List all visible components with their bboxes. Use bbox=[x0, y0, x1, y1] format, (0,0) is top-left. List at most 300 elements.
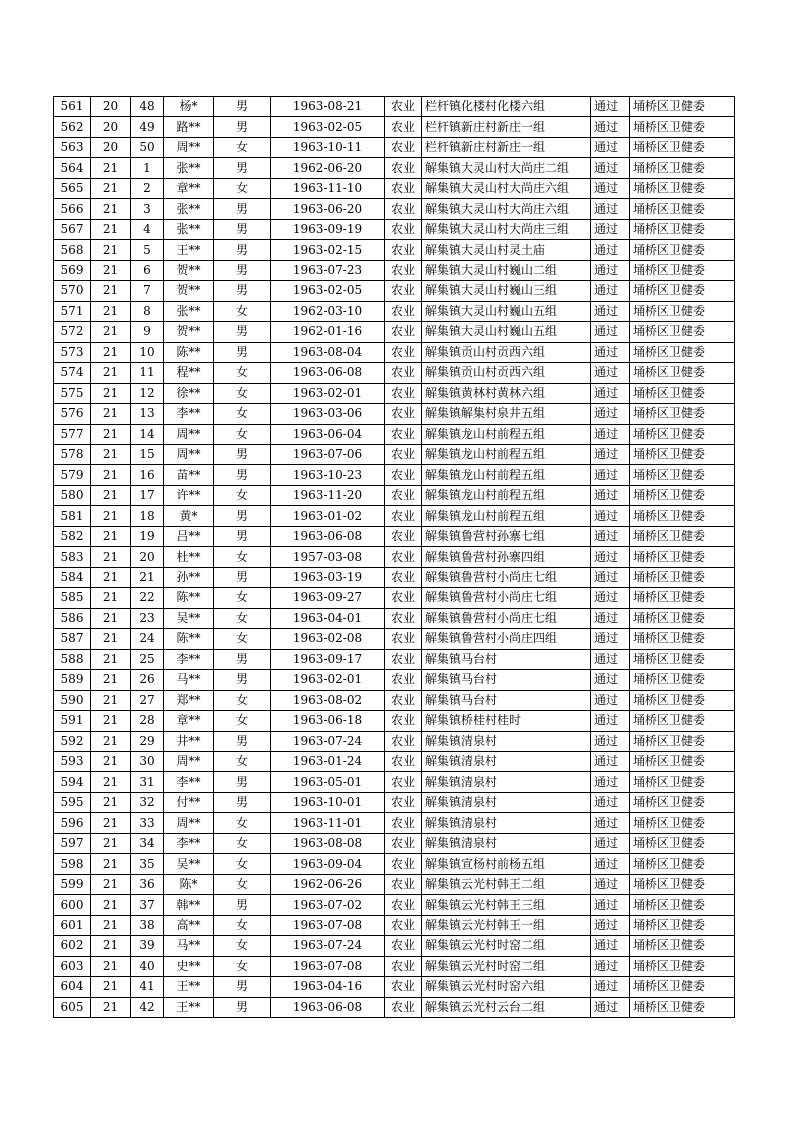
birth-date-cell: 1963-05-01 bbox=[271, 772, 385, 792]
occupation-cell: 农业 bbox=[385, 301, 422, 321]
gender-cell: 男 bbox=[214, 260, 271, 280]
group-number-cell: 21 bbox=[91, 711, 131, 731]
status-cell: 通过 bbox=[591, 301, 630, 321]
occupation-cell: 农业 bbox=[385, 752, 422, 772]
authority-cell: 埇桥区卫健委 bbox=[630, 404, 735, 424]
index-cell: 8 bbox=[131, 301, 164, 321]
group-number-cell: 21 bbox=[91, 731, 131, 751]
authority-cell: 埇桥区卫健委 bbox=[630, 137, 735, 157]
occupation-cell: 农业 bbox=[385, 792, 422, 812]
status-cell: 通过 bbox=[591, 854, 630, 874]
birth-date-cell: 1963-08-08 bbox=[271, 833, 385, 853]
status-cell: 通过 bbox=[591, 915, 630, 935]
table-row bbox=[54, 936, 735, 956]
gender-cell: 男 bbox=[214, 649, 271, 669]
status-cell: 通过 bbox=[591, 199, 630, 219]
address-cell: 解集镇大灵山村巍山五组 bbox=[422, 322, 591, 342]
group-number-cell: 21 bbox=[91, 588, 131, 608]
index-cell: 3 bbox=[131, 199, 164, 219]
index-cell: 18 bbox=[131, 506, 164, 526]
index-cell: 19 bbox=[131, 526, 164, 546]
authority-cell: 埇桥区卫健委 bbox=[630, 97, 735, 117]
birth-date-cell: 1963-11-10 bbox=[271, 178, 385, 198]
authority-cell: 埇桥区卫健委 bbox=[630, 731, 735, 751]
authority-cell: 埇桥区卫健委 bbox=[630, 363, 735, 383]
authority-cell: 埇桥区卫健委 bbox=[630, 833, 735, 853]
status-cell: 通过 bbox=[591, 690, 630, 710]
gender-cell: 女 bbox=[214, 363, 271, 383]
address-cell: 解集镇鲁营村小尚庄七组 bbox=[422, 567, 591, 587]
serial-number-cell: 577 bbox=[54, 424, 91, 444]
name-cell: 贺** bbox=[164, 281, 214, 301]
address-cell: 解集镇大灵山村大尚庄六组 bbox=[422, 178, 591, 198]
birth-date-cell: 1963-02-01 bbox=[271, 383, 385, 403]
gender-cell: 女 bbox=[214, 178, 271, 198]
birth-date-cell: 1963-06-18 bbox=[271, 711, 385, 731]
name-cell: 陈** bbox=[164, 588, 214, 608]
address-cell: 解集镇鲁营村小尚庄七组 bbox=[422, 608, 591, 628]
address-cell: 解集镇清泉村 bbox=[422, 772, 591, 792]
index-cell: 14 bbox=[131, 424, 164, 444]
table-row bbox=[54, 915, 735, 935]
table-row bbox=[54, 731, 735, 751]
table-row bbox=[54, 97, 735, 117]
name-cell: 周** bbox=[164, 424, 214, 444]
index-cell: 25 bbox=[131, 649, 164, 669]
group-number-cell: 21 bbox=[91, 260, 131, 280]
birth-date-cell: 1963-06-04 bbox=[271, 424, 385, 444]
index-cell: 2 bbox=[131, 178, 164, 198]
gender-cell: 女 bbox=[214, 137, 271, 157]
serial-number-cell: 580 bbox=[54, 485, 91, 505]
status-cell: 通过 bbox=[591, 833, 630, 853]
group-number-cell: 21 bbox=[91, 956, 131, 976]
group-number-cell: 21 bbox=[91, 567, 131, 587]
occupation-cell: 农业 bbox=[385, 813, 422, 833]
status-cell: 通过 bbox=[591, 383, 630, 403]
gender-cell: 男 bbox=[214, 526, 271, 546]
serial-number-cell: 563 bbox=[54, 137, 91, 157]
index-cell: 48 bbox=[131, 97, 164, 117]
index-cell: 21 bbox=[131, 567, 164, 587]
index-cell: 30 bbox=[131, 752, 164, 772]
address-cell: 解集镇解集村泉井五组 bbox=[422, 404, 591, 424]
index-cell: 33 bbox=[131, 813, 164, 833]
occupation-cell: 农业 bbox=[385, 342, 422, 362]
name-cell: 李** bbox=[164, 404, 214, 424]
gender-cell: 女 bbox=[214, 588, 271, 608]
authority-cell: 埇桥区卫健委 bbox=[630, 854, 735, 874]
index-cell: 50 bbox=[131, 137, 164, 157]
serial-number-cell: 595 bbox=[54, 792, 91, 812]
group-number-cell: 20 bbox=[91, 97, 131, 117]
occupation-cell: 农业 bbox=[385, 936, 422, 956]
authority-cell: 埇桥区卫健委 bbox=[630, 997, 735, 1017]
occupation-cell: 农业 bbox=[385, 874, 422, 894]
authority-cell: 埇桥区卫健委 bbox=[630, 117, 735, 137]
status-cell: 通过 bbox=[591, 895, 630, 915]
serial-number-cell: 579 bbox=[54, 465, 91, 485]
status-cell: 通过 bbox=[591, 567, 630, 587]
authority-cell: 埇桥区卫健委 bbox=[630, 608, 735, 628]
table-row bbox=[54, 854, 735, 874]
occupation-cell: 农业 bbox=[385, 915, 422, 935]
gender-cell: 女 bbox=[214, 485, 271, 505]
occupation-cell: 农业 bbox=[385, 281, 422, 301]
status-cell: 通过 bbox=[591, 465, 630, 485]
occupation-cell: 农业 bbox=[385, 383, 422, 403]
gender-cell: 女 bbox=[214, 752, 271, 772]
group-number-cell: 21 bbox=[91, 977, 131, 997]
index-cell: 28 bbox=[131, 711, 164, 731]
name-cell: 付** bbox=[164, 792, 214, 812]
serial-number-cell: 574 bbox=[54, 363, 91, 383]
name-cell: 史** bbox=[164, 956, 214, 976]
group-number-cell: 21 bbox=[91, 874, 131, 894]
index-cell: 41 bbox=[131, 977, 164, 997]
birth-date-cell: 1963-10-11 bbox=[271, 137, 385, 157]
authority-cell: 埇桥区卫健委 bbox=[630, 813, 735, 833]
group-number-cell: 21 bbox=[91, 792, 131, 812]
serial-number-cell: 565 bbox=[54, 178, 91, 198]
table-row bbox=[54, 240, 735, 260]
table-row bbox=[54, 199, 735, 219]
index-cell: 36 bbox=[131, 874, 164, 894]
table-row bbox=[54, 792, 735, 812]
group-number-cell: 21 bbox=[91, 526, 131, 546]
index-cell: 37 bbox=[131, 895, 164, 915]
name-cell: 高** bbox=[164, 915, 214, 935]
serial-number-cell: 572 bbox=[54, 322, 91, 342]
status-cell: 通过 bbox=[591, 137, 630, 157]
gender-cell: 男 bbox=[214, 281, 271, 301]
roster-body bbox=[54, 97, 735, 1018]
serial-number-cell: 576 bbox=[54, 404, 91, 424]
occupation-cell: 农业 bbox=[385, 588, 422, 608]
birth-date-cell: 1963-07-23 bbox=[271, 260, 385, 280]
status-cell: 通过 bbox=[591, 629, 630, 649]
serial-number-cell: 601 bbox=[54, 915, 91, 935]
serial-number-cell: 564 bbox=[54, 158, 91, 178]
serial-number-cell: 591 bbox=[54, 711, 91, 731]
gender-cell: 男 bbox=[214, 444, 271, 464]
authority-cell: 埇桥区卫健委 bbox=[630, 752, 735, 772]
occupation-cell: 农业 bbox=[385, 322, 422, 342]
status-cell: 通过 bbox=[591, 240, 630, 260]
address-cell: 栏杆镇新庄村新庄一组 bbox=[422, 117, 591, 137]
occupation-cell: 农业 bbox=[385, 117, 422, 137]
index-cell: 12 bbox=[131, 383, 164, 403]
birth-date-cell: 1957-03-08 bbox=[271, 547, 385, 567]
index-cell: 42 bbox=[131, 997, 164, 1017]
table-row bbox=[54, 833, 735, 853]
occupation-cell: 农业 bbox=[385, 526, 422, 546]
address-cell: 解集镇黄林村黄林六组 bbox=[422, 383, 591, 403]
serial-number-cell: 589 bbox=[54, 670, 91, 690]
index-cell: 49 bbox=[131, 117, 164, 137]
authority-cell: 埇桥区卫健委 bbox=[630, 465, 735, 485]
name-cell: 井** bbox=[164, 731, 214, 751]
status-cell: 通过 bbox=[591, 424, 630, 444]
table-row bbox=[54, 363, 735, 383]
name-cell: 路** bbox=[164, 117, 214, 137]
authority-cell: 埇桥区卫健委 bbox=[630, 260, 735, 280]
group-number-cell: 21 bbox=[91, 608, 131, 628]
address-cell: 解集镇龙山村前程五组 bbox=[422, 444, 591, 464]
birth-date-cell: 1963-07-02 bbox=[271, 895, 385, 915]
name-cell: 王** bbox=[164, 240, 214, 260]
table-row bbox=[54, 281, 735, 301]
status-cell: 通过 bbox=[591, 219, 630, 239]
table-row bbox=[54, 178, 735, 198]
index-cell: 34 bbox=[131, 833, 164, 853]
birth-date-cell: 1962-06-26 bbox=[271, 874, 385, 894]
authority-cell: 埇桥区卫健委 bbox=[630, 567, 735, 587]
group-number-cell: 21 bbox=[91, 465, 131, 485]
group-number-cell: 21 bbox=[91, 485, 131, 505]
status-cell: 通过 bbox=[591, 608, 630, 628]
authority-cell: 埇桥区卫健委 bbox=[630, 547, 735, 567]
index-cell: 20 bbox=[131, 547, 164, 567]
authority-cell: 埇桥区卫健委 bbox=[630, 424, 735, 444]
status-cell: 通过 bbox=[591, 977, 630, 997]
serial-number-cell: 599 bbox=[54, 874, 91, 894]
gender-cell: 女 bbox=[214, 711, 271, 731]
authority-cell: 埇桥区卫健委 bbox=[630, 485, 735, 505]
table-row bbox=[54, 526, 735, 546]
group-number-cell: 21 bbox=[91, 219, 131, 239]
serial-number-cell: 590 bbox=[54, 690, 91, 710]
table-row bbox=[54, 567, 735, 587]
gender-cell: 女 bbox=[214, 404, 271, 424]
status-cell: 通过 bbox=[591, 813, 630, 833]
gender-cell: 女 bbox=[214, 547, 271, 567]
group-number-cell: 21 bbox=[91, 997, 131, 1017]
status-cell: 通过 bbox=[591, 117, 630, 137]
gender-cell: 女 bbox=[214, 629, 271, 649]
birth-date-cell: 1963-02-15 bbox=[271, 240, 385, 260]
table-row bbox=[54, 690, 735, 710]
name-cell: 马** bbox=[164, 936, 214, 956]
authority-cell: 埇桥区卫健委 bbox=[630, 895, 735, 915]
address-cell: 解集镇云光村时窑二组 bbox=[422, 936, 591, 956]
serial-number-cell: 575 bbox=[54, 383, 91, 403]
occupation-cell: 农业 bbox=[385, 649, 422, 669]
index-cell: 39 bbox=[131, 936, 164, 956]
status-cell: 通过 bbox=[591, 485, 630, 505]
table-row bbox=[54, 444, 735, 464]
name-cell: 李** bbox=[164, 833, 214, 853]
serial-number-cell: 602 bbox=[54, 936, 91, 956]
occupation-cell: 农业 bbox=[385, 690, 422, 710]
group-number-cell: 21 bbox=[91, 404, 131, 424]
address-cell: 解集镇大灵山村巍山五组 bbox=[422, 301, 591, 321]
status-cell: 通过 bbox=[591, 588, 630, 608]
authority-cell: 埇桥区卫健委 bbox=[630, 342, 735, 362]
name-cell: 贺** bbox=[164, 260, 214, 280]
gender-cell: 男 bbox=[214, 997, 271, 1017]
serial-number-cell: 567 bbox=[54, 219, 91, 239]
gender-cell: 男 bbox=[214, 465, 271, 485]
gender-cell: 女 bbox=[214, 813, 271, 833]
name-cell: 徐** bbox=[164, 383, 214, 403]
group-number-cell: 21 bbox=[91, 752, 131, 772]
address-cell: 解集镇马台村 bbox=[422, 670, 591, 690]
status-cell: 通过 bbox=[591, 752, 630, 772]
address-cell: 解集镇贡山村贡西六组 bbox=[422, 342, 591, 362]
group-number-cell: 21 bbox=[91, 915, 131, 935]
name-cell: 周** bbox=[164, 444, 214, 464]
birth-date-cell: 1963-08-21 bbox=[271, 97, 385, 117]
group-number-cell: 21 bbox=[91, 629, 131, 649]
serial-number-cell: 578 bbox=[54, 444, 91, 464]
group-number-cell: 21 bbox=[91, 649, 131, 669]
gender-cell: 男 bbox=[214, 567, 271, 587]
index-cell: 9 bbox=[131, 322, 164, 342]
table-row bbox=[54, 649, 735, 669]
gender-cell: 男 bbox=[214, 772, 271, 792]
address-cell: 解集镇鲁营村孙寨四组 bbox=[422, 547, 591, 567]
birth-date-cell: 1963-01-02 bbox=[271, 506, 385, 526]
index-cell: 24 bbox=[131, 629, 164, 649]
group-number-cell: 21 bbox=[91, 936, 131, 956]
authority-cell: 埇桥区卫健委 bbox=[630, 649, 735, 669]
index-cell: 5 bbox=[131, 240, 164, 260]
index-cell: 22 bbox=[131, 588, 164, 608]
address-cell: 栏杆镇新庄村新庄一组 bbox=[422, 137, 591, 157]
serial-number-cell: 584 bbox=[54, 567, 91, 587]
table-row bbox=[54, 772, 735, 792]
name-cell: 李** bbox=[164, 772, 214, 792]
gender-cell: 女 bbox=[214, 874, 271, 894]
name-cell: 张** bbox=[164, 219, 214, 239]
group-number-cell: 21 bbox=[91, 895, 131, 915]
occupation-cell: 农业 bbox=[385, 260, 422, 280]
gender-cell: 男 bbox=[214, 506, 271, 526]
status-cell: 通过 bbox=[591, 670, 630, 690]
address-cell: 解集镇宣杨村前杨五组 bbox=[422, 854, 591, 874]
name-cell: 马** bbox=[164, 670, 214, 690]
status-cell: 通过 bbox=[591, 444, 630, 464]
occupation-cell: 农业 bbox=[385, 424, 422, 444]
index-cell: 23 bbox=[131, 608, 164, 628]
table-row bbox=[54, 158, 735, 178]
name-cell: 许** bbox=[164, 485, 214, 505]
group-number-cell: 21 bbox=[91, 342, 131, 362]
gender-cell: 女 bbox=[214, 424, 271, 444]
address-cell: 解集镇大灵山村巍山三组 bbox=[422, 281, 591, 301]
authority-cell: 埇桥区卫健委 bbox=[630, 956, 735, 976]
gender-cell: 女 bbox=[214, 936, 271, 956]
name-cell: 黄* bbox=[164, 506, 214, 526]
table-row bbox=[54, 629, 735, 649]
birth-date-cell: 1963-06-08 bbox=[271, 526, 385, 546]
index-cell: 1 bbox=[131, 158, 164, 178]
status-cell: 通过 bbox=[591, 97, 630, 117]
gender-cell: 女 bbox=[214, 690, 271, 710]
serial-number-cell: 587 bbox=[54, 629, 91, 649]
address-cell: 解集镇大灵山村大尚庄三组 bbox=[422, 219, 591, 239]
address-cell: 解集镇云光村韩王三组 bbox=[422, 895, 591, 915]
name-cell: 李** bbox=[164, 649, 214, 669]
gender-cell: 男 bbox=[214, 117, 271, 137]
serial-number-cell: 594 bbox=[54, 772, 91, 792]
birth-date-cell: 1963-01-24 bbox=[271, 752, 385, 772]
address-cell: 解集镇鲁营村孙寨七组 bbox=[422, 526, 591, 546]
index-cell: 29 bbox=[131, 731, 164, 751]
serial-number-cell: 593 bbox=[54, 752, 91, 772]
authority-cell: 埇桥区卫健委 bbox=[630, 219, 735, 239]
birth-date-cell: 1963-02-05 bbox=[271, 281, 385, 301]
address-cell: 解集镇龙山村前程五组 bbox=[422, 506, 591, 526]
birth-date-cell: 1963-06-08 bbox=[271, 363, 385, 383]
address-cell: 解集镇马台村 bbox=[422, 649, 591, 669]
authority-cell: 埇桥区卫健委 bbox=[630, 526, 735, 546]
table-row bbox=[54, 874, 735, 894]
occupation-cell: 农业 bbox=[385, 956, 422, 976]
name-cell: 吴** bbox=[164, 854, 214, 874]
occupation-cell: 农业 bbox=[385, 444, 422, 464]
address-cell: 解集镇大灵山村灵土庙 bbox=[422, 240, 591, 260]
serial-number-cell: 569 bbox=[54, 260, 91, 280]
address-cell: 解集镇清泉村 bbox=[422, 813, 591, 833]
name-cell: 杜** bbox=[164, 547, 214, 567]
table-row bbox=[54, 506, 735, 526]
authority-cell: 埇桥区卫健委 bbox=[630, 444, 735, 464]
table-row bbox=[54, 813, 735, 833]
name-cell: 周** bbox=[164, 137, 214, 157]
birth-date-cell: 1963-09-19 bbox=[271, 219, 385, 239]
authority-cell: 埇桥区卫健委 bbox=[630, 772, 735, 792]
serial-number-cell: 596 bbox=[54, 813, 91, 833]
index-cell: 40 bbox=[131, 956, 164, 976]
name-cell: 郑** bbox=[164, 690, 214, 710]
birth-date-cell: 1963-08-04 bbox=[271, 342, 385, 362]
serial-number-cell: 562 bbox=[54, 117, 91, 137]
group-number-cell: 21 bbox=[91, 363, 131, 383]
status-cell: 通过 bbox=[591, 956, 630, 976]
serial-number-cell: 586 bbox=[54, 608, 91, 628]
serial-number-cell: 600 bbox=[54, 895, 91, 915]
group-number-cell: 21 bbox=[91, 670, 131, 690]
name-cell: 陈* bbox=[164, 874, 214, 894]
birth-date-cell: 1962-06-20 bbox=[271, 158, 385, 178]
occupation-cell: 农业 bbox=[385, 895, 422, 915]
occupation-cell: 农业 bbox=[385, 97, 422, 117]
index-cell: 16 bbox=[131, 465, 164, 485]
address-cell: 解集镇云光村韩王一组 bbox=[422, 915, 591, 935]
gender-cell: 女 bbox=[214, 956, 271, 976]
table-row bbox=[54, 670, 735, 690]
table-row bbox=[54, 342, 735, 362]
address-cell: 解集镇龙山村前程五组 bbox=[422, 465, 591, 485]
status-cell: 通过 bbox=[591, 363, 630, 383]
birth-date-cell: 1963-10-01 bbox=[271, 792, 385, 812]
birth-date-cell: 1962-03-10 bbox=[271, 301, 385, 321]
authority-cell: 埇桥区卫健委 bbox=[630, 158, 735, 178]
name-cell: 张** bbox=[164, 158, 214, 178]
occupation-cell: 农业 bbox=[385, 158, 422, 178]
status-cell: 通过 bbox=[591, 936, 630, 956]
birth-date-cell: 1963-11-01 bbox=[271, 813, 385, 833]
table-row bbox=[54, 547, 735, 567]
authority-cell: 埇桥区卫健委 bbox=[630, 506, 735, 526]
status-cell: 通过 bbox=[591, 649, 630, 669]
table-row bbox=[54, 997, 735, 1017]
index-cell: 26 bbox=[131, 670, 164, 690]
group-number-cell: 21 bbox=[91, 506, 131, 526]
table-row bbox=[54, 977, 735, 997]
